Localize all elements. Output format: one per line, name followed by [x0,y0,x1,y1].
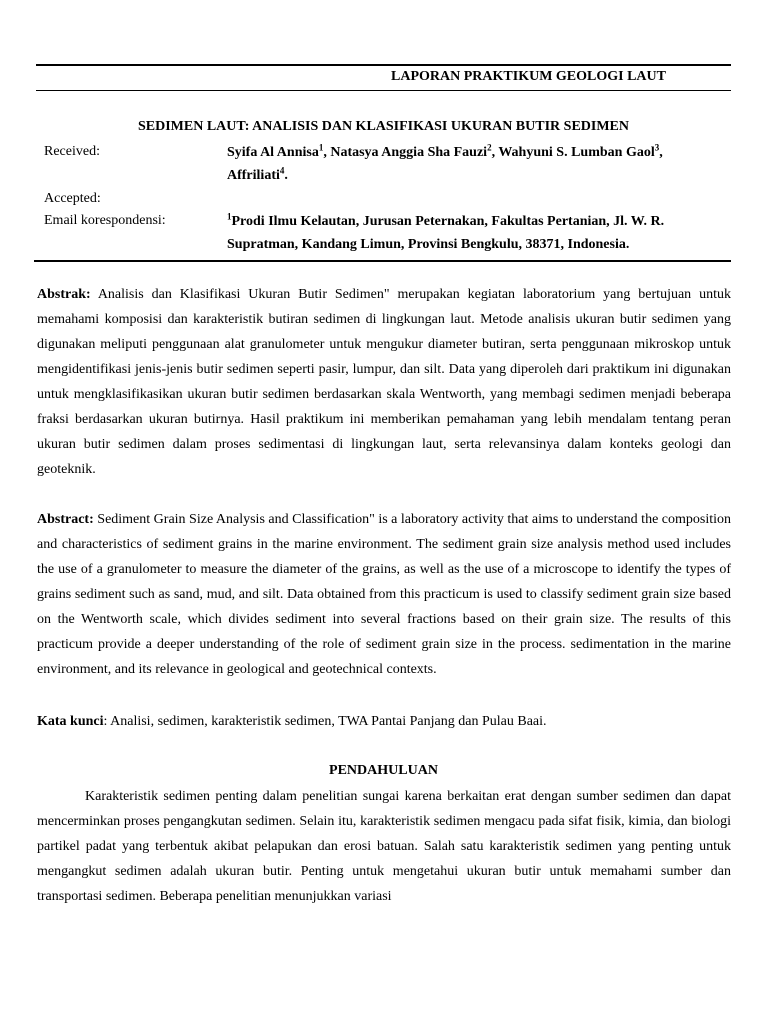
keywords-text: : Analisi, sedimen, karakteristik sedimen, TWA Pantai Panjang dan Pulau Baai. [103,714,547,729]
section-heading-pendahuluan: PENDAHULUAN [329,763,438,778]
intro-paragraph: Karakteristik sedimen penting dalam penelitian sungai karena berkaitan erat dengan sumber sedimen dan dapat mencerminkan proses pengangkutan sedimen. Selain itu, karakteristik sedimen mengacu pada sifat fisik, kimia, dan biologi partikel padat yang terbentuk akibat pelapukan dan erosi batuan. Salah satu karakteristik sedimen yang penting untuk mengangkut sedimen adalah ukuran butir. Penting untuk mengetahui ukuran butir untuk memahami sumber dan transportasi sedimen. Beberapa penelitian menunjukkan variasi [37,789,731,904]
article-title: SEDIMEN LAUT: ANALISIS DAN KLASIFIKASI UKURAN BUTIR SEDIMEN [138,119,629,134]
author-affiliation-number: 3 [654,142,660,153]
affiliation-text: Prodi Ilmu Kelautan, Jurusan Peternakan, Fakultas Pertanian, Jl. W. R. Supratman, Kandang Limun, Provinsi Bengkulu, 38371, Indonesia. [227,214,665,252]
author-name: Wahyuni S. Lumban Gaol [498,145,655,160]
author-name: Affriliati [227,168,280,183]
abstrak-paragraph [37,282,731,482]
metadata-rule [34,260,731,262]
author-name: Natasya Anggia Sha Fauzi [330,145,488,160]
journal-title: LAPORAN PRAKTIKUM GEOLOGI LAUT [391,69,666,84]
accepted-label: Accepted: [44,191,101,206]
header-rule-bottom [36,90,731,91]
author-separator: , [659,145,663,160]
abstrak-text: Analisis dan Klasifikasi Ukuran Butir Sedimen" merupakan kegiatan laboratorium yang bertujuan untuk memahami komposisi dan karakteristik butiran sedimen di lingkungan laut. Metode analisis ukuran butir sedimen yang digunakan meliputi penggunaan alat granulometer untuk mengukur diameter butiran, serta penggunaan mikroskop untuk mengidentifikasi jenis-jenis butir sedimen seperti pasir, lumpur, dan silt. Data yang diperoleh dari praktikum ini digunakan untuk mengklasifikasikan ukuran butir sedimen berdasarkan skala Wentworth, yang membagi sedimen menjadi beberapa fraksi berdasarkan ukuran butirnya. Hasil praktikum ini memberikan pemahaman yang lebih mendalam tentang peran ukuran butir sedimen dalam proses sedimentasi di lingkungan laut, serta relevansinya dalam konteks geologi dan geoteknik. [37,287,731,477]
author-list [227,141,697,187]
abstrak-label: Abstrak: [37,287,91,302]
author-affiliation-number: 4 [279,165,285,176]
abstract-label: Abstract: [37,512,94,527]
affiliation-number: 1 [227,211,232,222]
affiliation [227,210,697,256]
abstract-paragraph [37,507,731,682]
abstract-text: Sediment Grain Size Analysis and Classification" is a laboratory activity that aims to understand the composition and characteristics of sediment grains in the marine environment. The sediment grain size analysis method used includes the use of a granulometer to measure the diameter of the grains, as well as the use of a microscope to identify the types of grains sediment such as sand, mud, and silt. Data obtained from this practicum is used to classify sediment grain size based on the Wentworth scale, which divides sediment into several fractions based on their grain size. The results of this practicum provide a deeper understanding of the role of sediment grain size in the process. sedimentation in the marine environment, and its relevance in geological and geotechnical contexts. [37,512,732,677]
author-affiliation-number: 1 [318,142,324,153]
author-name: Syifa Al Annisa [227,145,319,160]
author-separator: . [284,168,288,183]
keywords-paragraph [37,709,731,734]
author-separator: , [323,145,331,160]
header-rule-top [36,64,731,66]
received-label: Received: [44,144,100,159]
keywords-label: Kata kunci [37,714,104,729]
author-separator: , [491,145,499,160]
email-label: Email korespondensi: [44,213,166,228]
author-affiliation-number: 2 [487,142,492,153]
